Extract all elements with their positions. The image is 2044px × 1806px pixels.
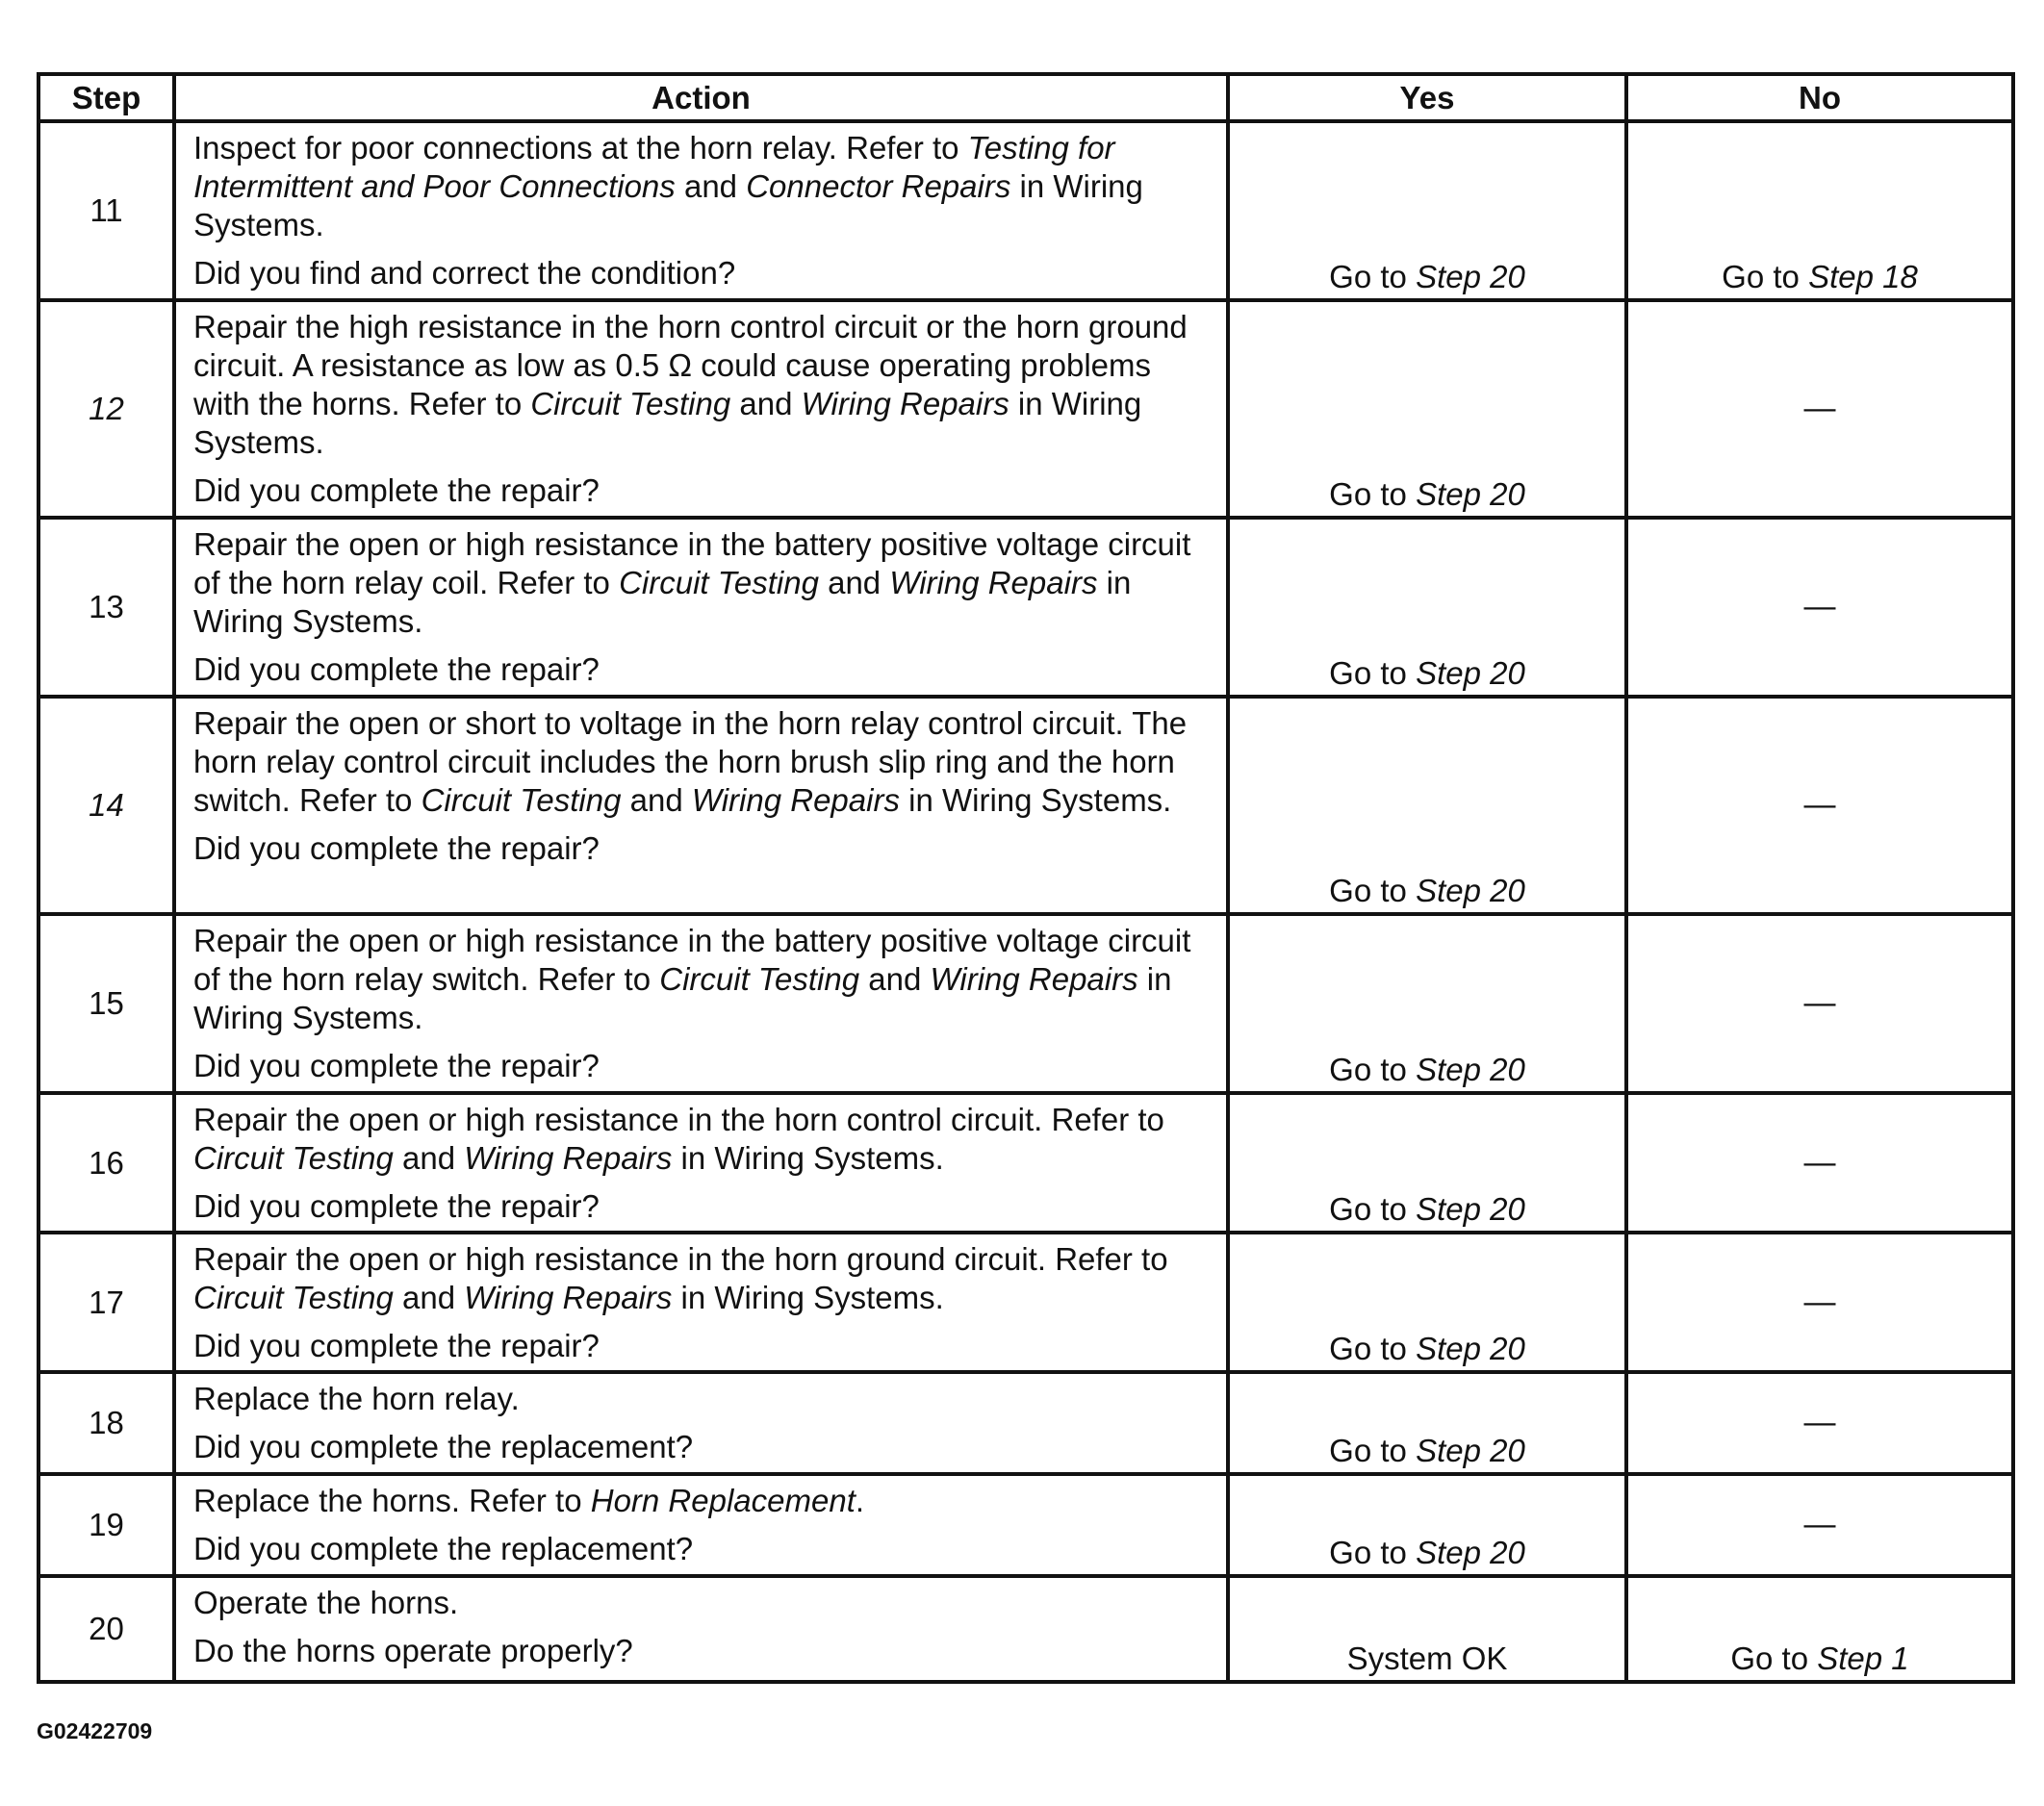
no-result <box>1626 914 2013 1093</box>
instruction-text: Repair the open or high resistance in the horn ground circuit. Refer to <box>193 1241 1168 1277</box>
goto-prefix: Go to <box>1329 655 1417 691</box>
header-row <box>38 74 2013 121</box>
dash-mark: — <box>1803 1283 1836 1319</box>
goto-step-link[interactable]: Step 20 <box>1416 1191 1525 1227</box>
header-action: Action <box>174 74 1228 121</box>
instruction-text: in Wiring Systems. <box>193 961 1172 1035</box>
goto-prefix: Go to <box>1329 259 1417 294</box>
action-cell <box>174 1233 1228 1372</box>
instruction-text: in Wiring Systems. <box>672 1140 944 1176</box>
instruction-text: Repair the high resistance in the horn control circuit or the horn ground circuit. A resistance as low as 0.5 Ω could cause operating problems with the horns. Refer to <box>193 309 1188 421</box>
instruction-text: Repair the open or high resistance in the battery positive voltage circuit of the horn relay switch. Refer to <box>193 923 1191 997</box>
goto-step-link[interactable]: Step 20 <box>1416 1433 1525 1468</box>
action-instruction <box>193 922 1213 1037</box>
instruction-text: Repair the open or short to voltage in the horn relay control circuit. The horn relay control circuit includes the horn brush slip ring and the horn switch. Refer to <box>193 705 1188 818</box>
instruction-text: in Wiring Systems. <box>672 1280 944 1315</box>
step-number: 17 <box>38 1233 174 1372</box>
action-instruction <box>193 1101 1213 1178</box>
table-row <box>38 914 2013 1093</box>
no-result <box>1626 1093 2013 1233</box>
reference-text: Wiring Repairs <box>464 1140 673 1176</box>
goto-step-link[interactable]: Step 20 <box>1416 259 1525 294</box>
action-question: Did you complete the replacement? <box>193 1531 694 1566</box>
yes-result <box>1228 300 1626 518</box>
instruction-text: and <box>859 961 931 997</box>
action-cell <box>174 300 1228 518</box>
goto-step-link[interactable]: Step 20 <box>1416 1535 1525 1570</box>
action-instruction <box>193 704 1213 820</box>
action-cell <box>174 1474 1228 1576</box>
action-question: Did you complete the repair? <box>193 651 600 687</box>
goto-prefix: Go to <box>1329 1191 1417 1227</box>
goto-step-link[interactable]: Step 20 <box>1416 476 1525 512</box>
table-row <box>38 121 2013 300</box>
step-number: 14 <box>38 697 174 914</box>
instruction-text: and <box>818 565 890 600</box>
action-cell <box>174 1576 1228 1682</box>
goto-step-link[interactable]: Step 18 <box>1808 259 1918 294</box>
action-question: Did you find and correct the condition? <box>193 255 736 291</box>
reference-text: Horn Replacement <box>590 1483 856 1518</box>
action-question: Did you complete the repair? <box>193 1328 600 1363</box>
reference-text: Circuit Testing <box>659 961 860 997</box>
yes-result <box>1228 1576 1626 1682</box>
step-number: 15 <box>38 914 174 1093</box>
dash-mark: — <box>1803 1506 1836 1541</box>
no-result <box>1626 1576 2013 1682</box>
yes-result <box>1228 1233 1626 1372</box>
dash-mark: — <box>1803 984 1836 1020</box>
action-cell <box>174 697 1228 914</box>
header-no: No <box>1626 74 2013 121</box>
header-yes: Yes <box>1228 74 1626 121</box>
no-result <box>1626 121 2013 300</box>
reference-text: Circuit Testing <box>193 1140 394 1176</box>
goto-step-link[interactable]: Step 20 <box>1416 1052 1525 1087</box>
goto-step-link[interactable]: Step 20 <box>1416 1331 1525 1366</box>
goto-step-link[interactable]: Step 1 <box>1817 1641 1909 1676</box>
no-result <box>1626 697 2013 914</box>
action-cell <box>174 1093 1228 1233</box>
instruction-text: in Wiring Systems. <box>899 782 1172 818</box>
no-result <box>1626 518 2013 697</box>
action-instruction <box>193 525 1213 641</box>
dash-mark: — <box>1803 588 1836 623</box>
reference-text: Connector Repairs <box>746 168 1011 204</box>
instruction-text: Repair the open or high resistance in the battery positive voltage circuit of the horn relay coil. Refer to <box>193 526 1191 600</box>
instruction-text: in Wiring Systems. <box>193 168 1143 242</box>
table-row <box>38 1474 2013 1576</box>
instruction-text: . <box>855 1483 865 1518</box>
yes-result <box>1228 121 1626 300</box>
goto-step-link[interactable]: Step 20 <box>1416 655 1525 691</box>
instruction-text: in Wiring Systems. <box>193 565 1132 639</box>
table-row <box>38 518 2013 697</box>
step-number: 16 <box>38 1093 174 1233</box>
action-cell <box>174 518 1228 697</box>
no-result <box>1626 1233 2013 1372</box>
action-question: Do the horns operate properly? <box>193 1633 633 1668</box>
goto-prefix: Go to <box>1329 1433 1417 1468</box>
goto-step-link[interactable]: Step 20 <box>1416 873 1525 908</box>
no-result <box>1626 1372 2013 1474</box>
goto-prefix: Go to <box>1329 1535 1417 1570</box>
action-cell <box>174 121 1228 300</box>
reference-text: Testing for Intermittent and Poor Connections <box>193 130 1115 204</box>
instruction-text: and <box>730 386 802 421</box>
reference-text: Wiring Repairs <box>801 386 1009 421</box>
action-instruction <box>193 1584 1213 1622</box>
step-number: 18 <box>38 1372 174 1474</box>
dash-mark: — <box>1803 1143 1836 1180</box>
header-step: Step <box>38 74 174 121</box>
no-result <box>1626 1474 2013 1576</box>
action-instruction <box>193 308 1213 462</box>
yes-result <box>1228 1372 1626 1474</box>
yes-result <box>1228 697 1626 914</box>
instruction-text: Repair the open or high resistance in the horn control circuit. Refer to <box>193 1102 1164 1137</box>
diagnostic-table <box>37 72 2015 1684</box>
figure-id: G02422709 <box>37 1718 153 1743</box>
yes-result <box>1228 1474 1626 1576</box>
yes-result <box>1228 1093 1626 1233</box>
step-number: 13 <box>38 518 174 697</box>
goto-prefix: Go to <box>1329 1331 1417 1366</box>
goto-prefix: Go to <box>1722 259 1809 294</box>
step-number: 12 <box>38 300 174 518</box>
action-instruction <box>193 129 1213 244</box>
yes-result <box>1228 518 1626 697</box>
no-result <box>1626 300 2013 518</box>
table-row <box>38 300 2013 518</box>
goto-prefix: Go to <box>1730 1641 1818 1676</box>
instruction-text: Replace the horns. Refer to <box>193 1483 591 1518</box>
reference-text: Wiring Repairs <box>930 961 1138 997</box>
instruction-text: in Wiring Systems. <box>193 386 1142 460</box>
action-question: Did you complete the repair? <box>193 472 600 508</box>
table-row <box>38 1093 2013 1233</box>
table-body <box>38 121 2013 1682</box>
action-instruction <box>193 1240 1213 1317</box>
result-text: System OK <box>1346 1641 1508 1676</box>
instruction-text: and <box>675 168 747 204</box>
table-row <box>38 1576 2013 1682</box>
instruction-text: Operate the horns. <box>193 1585 459 1620</box>
action-cell <box>174 914 1228 1093</box>
instruction-text: and <box>621 782 692 818</box>
table-row <box>38 1233 2013 1372</box>
reference-text: Wiring Repairs <box>889 565 1098 600</box>
instruction-text: Inspect for poor connections at the horn relay. Refer to <box>193 130 968 165</box>
action-question: Did you complete the replacement? <box>193 1429 694 1464</box>
table-row <box>38 697 2013 914</box>
instruction-text: and <box>393 1140 465 1176</box>
reference-text: Wiring Repairs <box>464 1280 673 1315</box>
dash-mark: — <box>1803 786 1836 822</box>
action-instruction <box>193 1482 1213 1520</box>
goto-prefix: Go to <box>1329 476 1417 512</box>
reference-text: Wiring Repairs <box>691 782 900 818</box>
goto-prefix: Go to <box>1329 873 1417 908</box>
yes-result <box>1228 914 1626 1093</box>
action-question: Did you complete the repair? <box>193 1048 600 1083</box>
instruction-text: Replace the horn relay. <box>193 1381 520 1416</box>
reference-text: Circuit Testing <box>193 1280 394 1315</box>
step-number: 11 <box>38 121 174 300</box>
action-cell <box>174 1372 1228 1474</box>
dash-mark: — <box>1803 1404 1836 1439</box>
reference-text: Circuit Testing <box>619 565 819 600</box>
reference-text: Circuit Testing <box>530 386 731 421</box>
dash-mark: — <box>1803 390 1836 425</box>
step-number: 20 <box>38 1576 174 1682</box>
action-instruction <box>193 1380 1213 1418</box>
reference-text: Circuit Testing <box>421 782 622 818</box>
goto-prefix: Go to <box>1329 1052 1417 1087</box>
instruction-text: and <box>393 1280 465 1315</box>
step-number: 19 <box>38 1474 174 1576</box>
table-row <box>38 1372 2013 1474</box>
action-question: Did you complete the repair? <box>193 1188 600 1224</box>
action-question: Did you complete the repair? <box>193 830 600 866</box>
